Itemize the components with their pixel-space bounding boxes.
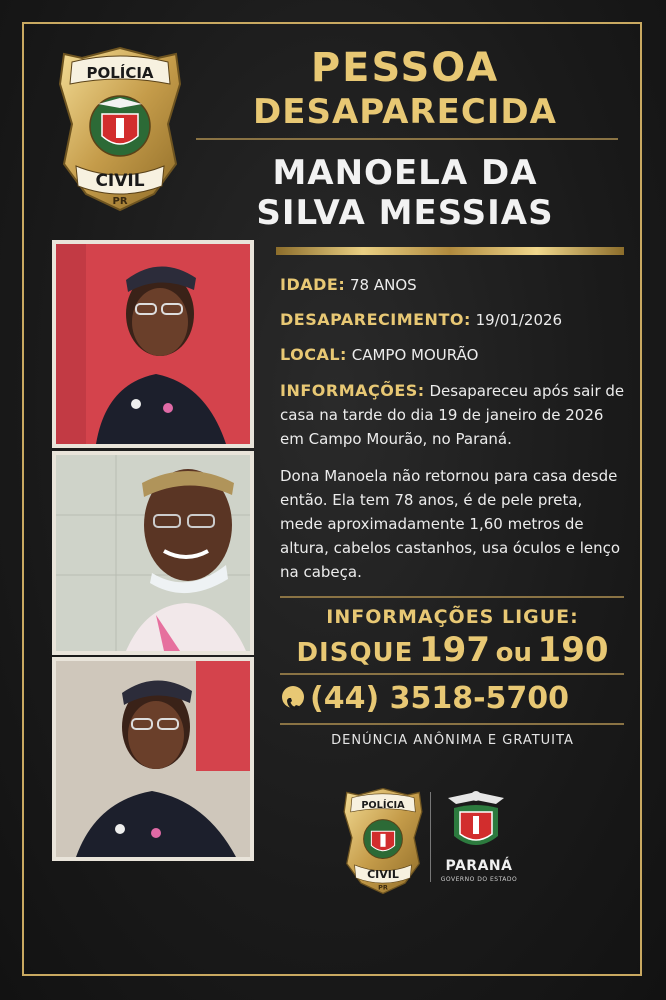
logo-divider <box>430 792 431 882</box>
parana-name: PARANÁ <box>445 858 513 874</box>
phone-number: (44) 3518-5700 <box>310 681 570 716</box>
person-photo-1 <box>52 240 254 448</box>
idade-value: 78 ANOS <box>350 276 417 294</box>
policia-civil-badge-icon <box>58 44 182 214</box>
poster-subtitle: DESAPARECIDA <box>253 92 557 132</box>
policia-civil-badge-icon <box>342 786 424 896</box>
parana-subtitle: GOVERNO DO ESTADO <box>440 876 518 883</box>
disque-label: DISQUE <box>296 638 414 668</box>
poster-title: PESSOA <box>310 45 500 91</box>
divider <box>280 723 624 725</box>
info-idade <box>280 275 625 294</box>
svg-text:POLÍCIA: POLÍCIA <box>361 800 405 811</box>
divider <box>196 138 618 140</box>
svg-text:CIVIL: CIVIL <box>95 171 145 191</box>
phone-line <box>282 679 627 719</box>
svg-text:PR: PR <box>378 883 388 892</box>
descricao-text: Dona Manoela não retornou para casa desde então. Ela tem 78 anos, é de pele preta, mede aproximadamente 1,60 metros de altura, cabelos castanhos, usa óculos e lenço na cabeça. <box>280 467 621 581</box>
gold-divider <box>276 247 624 255</box>
disque-number-190: 190 <box>537 630 609 670</box>
informacoes-label: INFORMAÇÕES: <box>280 381 425 400</box>
svg-text:POLÍCIA: POLÍCIA <box>86 64 154 82</box>
divider <box>280 596 624 598</box>
info-informacoes <box>280 379 625 451</box>
person-name-line2: SILVA MESSIAS <box>256 193 554 233</box>
info-local <box>280 345 625 364</box>
disque-number-197: 197 <box>419 630 490 670</box>
svg-text:PR: PR <box>112 196 128 207</box>
disque-ou: ou <box>495 638 532 668</box>
disque-line <box>280 628 625 678</box>
informacoes-text: Desapareceu após sair de casa na tarde do dia 19 de janeiro de 2026 em Campo Mourão, no Paraná. <box>280 382 625 448</box>
parana-coat-of-arms-icon <box>440 788 512 858</box>
person-name-line1: MANOELA DA <box>272 153 538 193</box>
info-desaparecimento <box>280 310 625 329</box>
desaparecimento-label: DESAPARECIMENTO: <box>280 310 471 329</box>
idade-label: IDADE: <box>280 275 346 294</box>
person-photo-3 <box>52 657 254 861</box>
denuncia-text: DENÚNCIA ANÔNIMA E GRATUITA <box>331 733 574 748</box>
phone-icon <box>282 686 304 708</box>
desaparecimento-value: 19/01/2026 <box>475 311 563 329</box>
informacoes-ligue-label: INFORMAÇÕES LIGUE: <box>326 606 579 628</box>
divider <box>280 673 624 675</box>
person-photo-2 <box>52 451 254 655</box>
local-value: CAMPO MOURÃO <box>351 346 479 364</box>
local-label: LOCAL: <box>280 345 347 364</box>
svg-text:CIVIL: CIVIL <box>367 867 399 881</box>
